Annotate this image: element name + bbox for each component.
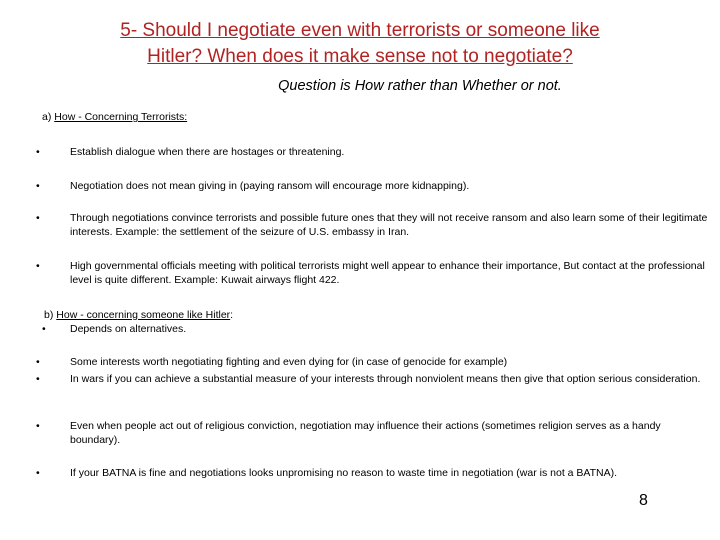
section-a-heading (42, 111, 187, 124)
slide-title (30, 18, 690, 70)
section-a-item-2-text: Negotiation does not mean giving in (paying ransom will encourage more kidnapping). (70, 180, 470, 192)
section-b-heading-suffix: : (230, 309, 234, 321)
bullet-icon: • (36, 180, 40, 192)
bullet-icon: • (36, 467, 40, 479)
section-b-heading-text: How - concerning someone like Hitler (56, 309, 231, 321)
bullet-icon: • (36, 356, 40, 368)
page-number: 8 (639, 492, 648, 509)
section-a-heading-text: How - Concerning Terrorists: (54, 111, 188, 123)
bullet-icon: • (36, 146, 40, 158)
section-b-item-2-text: Some interests worth negotiating fighting and even dying for (in case of genocide for example) (70, 356, 508, 368)
slide-title-line-1: 5- Should I negotiate even with terrorists or someone like (120, 20, 600, 41)
slide-subtitle: Question is How rather than Whether or not. (278, 78, 562, 94)
bullet-icon: • (36, 420, 40, 432)
section-b-heading (44, 309, 233, 322)
bullet-icon: • (36, 373, 40, 385)
section-b-item-5-text: If your BATNA is fine and negotiations looks unpromising no reason to waste time in negotiation (war is not a BATNA). (70, 467, 618, 479)
bullet-icon: • (42, 323, 46, 335)
slide-title-line-2: Hitler? When does it make sense not to negotiate? (147, 46, 573, 67)
bullet-icon: • (36, 260, 40, 272)
section-a-item-4-text: High governmental officials meeting with political terrorists might well appear to enhance their importance, But contact at the professional level is quite different. Example: Kuwait airways flight 422. (70, 260, 705, 286)
section-a-item-1-text: Establish dialogue when there are hostages or threatening. (70, 146, 345, 158)
section-a-item-3-text: Through negotiations convince terrorists and possible future ones that they will not receive ransom and also learn some of their legitimate interests. Example: the settlement of the seizure of U.S. embassy in Iran. (70, 212, 708, 238)
section-a-prefix: a) (42, 111, 55, 123)
bullet-icon: • (36, 212, 40, 224)
section-b-item-1-text: Depends on alternatives. (70, 323, 187, 335)
section-b-item-3-text: In wars if you can achieve a substantial measure of your interests through nonviolent means then give that option serious consideration. (70, 373, 701, 385)
section-b-prefix: b) (44, 309, 57, 321)
section-b-item-4-text: Even when people act out of religious conviction, negotiation may influence their actions (sometimes religion serves as a handy boundary). (70, 420, 661, 446)
